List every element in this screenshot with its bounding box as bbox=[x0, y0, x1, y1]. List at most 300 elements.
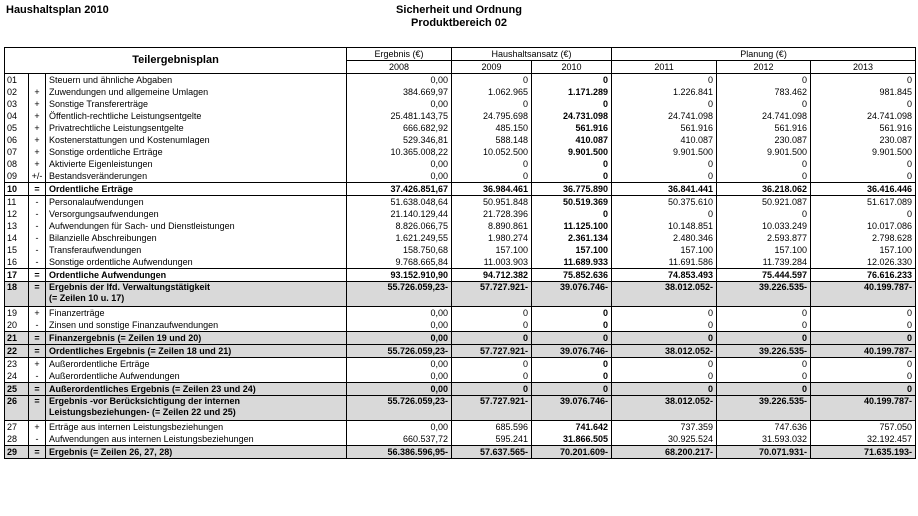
value-cell: 0 bbox=[452, 74, 532, 87]
row-number: 06 bbox=[5, 134, 29, 146]
row-sign: = bbox=[29, 183, 46, 196]
row-sign: = bbox=[29, 396, 46, 421]
value-cell: 9.901.500 bbox=[532, 146, 612, 158]
row-label-text: Ordentliche Erträge bbox=[49, 183, 134, 194]
row-number: 11 bbox=[5, 196, 29, 209]
value-cell: 36.218.062 bbox=[717, 183, 811, 196]
value-cell: 0 bbox=[612, 383, 717, 396]
row-label-text: Ergebnis der lfd. Verwaltungstätigkeit bbox=[49, 282, 211, 292]
value-cell: 157.100 bbox=[612, 244, 717, 256]
value-cell: 55.726.059,23- bbox=[347, 345, 452, 358]
table-row bbox=[5, 110, 916, 122]
row-label bbox=[46, 86, 347, 98]
value-cell: 12.026.330 bbox=[811, 256, 916, 269]
value-cell: 0 bbox=[612, 170, 717, 183]
year-header: 2010 bbox=[532, 61, 612, 74]
row-label bbox=[46, 282, 347, 307]
value-cell: 1.226.841 bbox=[612, 86, 717, 98]
value-cell: 0 bbox=[532, 158, 612, 170]
value-cell: 0 bbox=[717, 74, 811, 87]
row-label-text: Ordentliche Aufwendungen bbox=[49, 269, 167, 280]
table-row bbox=[5, 446, 916, 459]
table-row bbox=[5, 345, 916, 358]
value-cell: 57.637.565- bbox=[452, 446, 532, 459]
row-number: 23 bbox=[5, 358, 29, 371]
row-number: 10 bbox=[5, 183, 29, 196]
row-number: 27 bbox=[5, 421, 29, 434]
table-row bbox=[5, 358, 916, 371]
value-cell: 783.462 bbox=[717, 86, 811, 98]
value-cell: 9.901.500 bbox=[612, 146, 717, 158]
value-cell: 0 bbox=[452, 158, 532, 170]
value-cell: 11.125.100 bbox=[532, 220, 612, 232]
row-label bbox=[46, 183, 347, 196]
row-number: 14 bbox=[5, 232, 29, 244]
value-cell: 0 bbox=[532, 307, 612, 320]
value-cell: 561.916 bbox=[717, 122, 811, 134]
value-cell: 9.768.665,84 bbox=[347, 256, 452, 269]
table-row bbox=[5, 98, 916, 110]
row-label bbox=[46, 122, 347, 134]
value-cell: 75.444.597 bbox=[717, 269, 811, 282]
row-sign: - bbox=[29, 244, 46, 256]
value-cell: 0,00 bbox=[347, 98, 452, 110]
row-number: 19 bbox=[5, 307, 29, 320]
value-cell: 0 bbox=[717, 158, 811, 170]
value-cell: 666.682,92 bbox=[347, 122, 452, 134]
value-cell: 0 bbox=[452, 383, 532, 396]
row-sign: + bbox=[29, 358, 46, 371]
row-label bbox=[46, 332, 347, 345]
row-label-text: Bestandsveränderungen bbox=[49, 170, 148, 181]
value-cell: 75.852.636 bbox=[532, 269, 612, 282]
table-row bbox=[5, 170, 916, 183]
table-row bbox=[5, 282, 916, 307]
value-cell: 0 bbox=[811, 332, 916, 345]
value-cell: 10.033.249 bbox=[717, 220, 811, 232]
row-label bbox=[46, 98, 347, 110]
table-row bbox=[5, 86, 916, 98]
value-cell: 485.150 bbox=[452, 122, 532, 134]
row-label-text: Zuwendungen und allgemeine Umlagen bbox=[49, 86, 209, 97]
value-cell: 981.845 bbox=[811, 86, 916, 98]
table-row bbox=[5, 383, 916, 396]
value-cell: 0 bbox=[612, 307, 717, 320]
value-cell: 0 bbox=[717, 383, 811, 396]
row-label-text: Erträge aus internen Leistungsbeziehungen bbox=[49, 421, 224, 432]
value-cell: 39.226.535- bbox=[717, 345, 811, 358]
table-row bbox=[5, 319, 916, 332]
value-cell: 8.890.861 bbox=[452, 220, 532, 232]
value-cell: 0,00 bbox=[347, 170, 452, 183]
table-row bbox=[5, 196, 916, 209]
value-cell: 93.152.910,90 bbox=[347, 269, 452, 282]
row-label-text: Sonstige ordentliche Aufwendungen bbox=[49, 256, 193, 267]
value-cell: 0 bbox=[612, 98, 717, 110]
value-cell: 0 bbox=[811, 74, 916, 87]
row-label-text: Finanzerträge bbox=[49, 307, 105, 318]
value-cell: 0 bbox=[612, 208, 717, 220]
value-cell: 0 bbox=[811, 170, 916, 183]
value-cell: 1.621.249,55 bbox=[347, 232, 452, 244]
value-cell: 0 bbox=[612, 74, 717, 87]
value-cell: 0 bbox=[717, 319, 811, 332]
value-cell: 50.519.369 bbox=[532, 196, 612, 209]
row-number: 05 bbox=[5, 122, 29, 134]
table-title: Teilergebnisplan bbox=[5, 48, 347, 74]
value-cell: 0 bbox=[532, 319, 612, 332]
row-number: 09 bbox=[5, 170, 29, 183]
row-label-text: Öffentlich-rechtliche Leistungsentgelte bbox=[49, 110, 202, 121]
value-cell: 39.076.746- bbox=[532, 282, 612, 307]
value-cell: 0 bbox=[612, 332, 717, 345]
row-label-text: Steuern und ähnliche Abgaben bbox=[49, 74, 173, 85]
table-row bbox=[5, 421, 916, 434]
value-cell: 24.741.098 bbox=[612, 110, 717, 122]
value-cell: 51.617.089 bbox=[811, 196, 916, 209]
row-label-text: Ergebnis -vor Berücksichtigung der internen bbox=[49, 396, 241, 406]
value-cell: 157.100 bbox=[532, 244, 612, 256]
document-title: Haushaltsplan 2010 bbox=[6, 4, 109, 16]
row-label bbox=[46, 170, 347, 183]
value-cell: 2.480.346 bbox=[612, 232, 717, 244]
value-cell: 31.593.032 bbox=[717, 433, 811, 446]
row-label-text: Bilanzielle Abschreibungen bbox=[49, 232, 157, 243]
value-cell: 0 bbox=[452, 332, 532, 345]
table-row bbox=[5, 146, 916, 158]
year-header: 2013 bbox=[811, 61, 916, 74]
value-cell: 529.346,81 bbox=[347, 134, 452, 146]
value-cell: 50.921.087 bbox=[717, 196, 811, 209]
value-cell: 588.148 bbox=[452, 134, 532, 146]
row-number: 25 bbox=[5, 383, 29, 396]
table-row bbox=[5, 244, 916, 256]
row-label bbox=[46, 396, 347, 421]
row-sign: = bbox=[29, 332, 46, 345]
row-label-text: Aufwendungen aus internen Leistungsbeziehungen bbox=[49, 433, 254, 444]
value-cell: 2.361.134 bbox=[532, 232, 612, 244]
table-row bbox=[5, 232, 916, 244]
value-cell: 10.365.008,22 bbox=[347, 146, 452, 158]
section-title: Sicherheit und Ordnung bbox=[396, 4, 522, 16]
value-cell: 0 bbox=[811, 158, 916, 170]
value-cell: 0 bbox=[532, 74, 612, 87]
value-cell: 39.076.746- bbox=[532, 345, 612, 358]
value-cell: 230.087 bbox=[717, 134, 811, 146]
value-cell: 25.481.143,75 bbox=[347, 110, 452, 122]
row-sign: - bbox=[29, 208, 46, 220]
value-cell: 1.980.274 bbox=[452, 232, 532, 244]
section-heading bbox=[0, 4, 918, 30]
value-cell: 561.916 bbox=[612, 122, 717, 134]
row-sign bbox=[29, 74, 46, 87]
value-cell: 11.691.586 bbox=[612, 256, 717, 269]
row-label bbox=[46, 110, 347, 122]
row-sign: + bbox=[29, 86, 46, 98]
row-label-text: Außerordentliche Aufwendungen bbox=[49, 370, 180, 381]
value-cell: 410.087 bbox=[612, 134, 717, 146]
value-cell: 0 bbox=[612, 158, 717, 170]
row-label bbox=[46, 358, 347, 371]
table-row bbox=[5, 433, 916, 446]
value-cell: 0 bbox=[717, 358, 811, 371]
value-cell: 0 bbox=[612, 319, 717, 332]
value-cell: 384.669,97 bbox=[347, 86, 452, 98]
value-cell: 39.076.746- bbox=[532, 396, 612, 421]
value-cell: 50.375.610 bbox=[612, 196, 717, 209]
row-label bbox=[46, 269, 347, 282]
row-sign: + bbox=[29, 158, 46, 170]
row-number: 08 bbox=[5, 158, 29, 170]
value-cell: 57.727.921- bbox=[452, 396, 532, 421]
value-cell: 1.171.289 bbox=[532, 86, 612, 98]
value-cell: 38.012.052- bbox=[612, 345, 717, 358]
value-cell: 0 bbox=[452, 319, 532, 332]
year-header: 2011 bbox=[612, 61, 717, 74]
value-cell: 0 bbox=[717, 170, 811, 183]
year-header: 2012 bbox=[717, 61, 811, 74]
row-label-text: Ordentliches Ergebnis (= Zeilen 18 und 21) bbox=[49, 345, 232, 356]
row-label bbox=[46, 433, 347, 446]
value-cell: 39.226.535- bbox=[717, 282, 811, 307]
row-sign: - bbox=[29, 220, 46, 232]
teilergebnisplan-table bbox=[4, 47, 916, 459]
table-row bbox=[5, 256, 916, 269]
value-cell: 0 bbox=[717, 98, 811, 110]
value-cell: 1.062.965 bbox=[452, 86, 532, 98]
value-cell: 70.201.609- bbox=[532, 446, 612, 459]
value-cell: 158.750,68 bbox=[347, 244, 452, 256]
row-label bbox=[46, 345, 347, 358]
value-cell: 9.901.500 bbox=[717, 146, 811, 158]
row-sign: + bbox=[29, 421, 46, 434]
row-label bbox=[46, 446, 347, 459]
value-cell: 410.087 bbox=[532, 134, 612, 146]
value-cell: 8.826.066,75 bbox=[347, 220, 452, 232]
value-cell: 0 bbox=[717, 208, 811, 220]
value-cell: 0 bbox=[811, 307, 916, 320]
value-cell: 561.916 bbox=[811, 122, 916, 134]
value-cell: 36.775.890 bbox=[532, 183, 612, 196]
row-number: 07 bbox=[5, 146, 29, 158]
row-label bbox=[46, 208, 347, 220]
value-cell: 0 bbox=[811, 370, 916, 383]
table-row bbox=[5, 134, 916, 146]
value-cell: 0,00 bbox=[347, 319, 452, 332]
row-label bbox=[46, 158, 347, 170]
row-label-text: Sonstige Transfererträge bbox=[49, 98, 149, 109]
row-number: 24 bbox=[5, 370, 29, 383]
value-cell: 40.199.787- bbox=[811, 345, 916, 358]
value-cell: 24.731.098 bbox=[532, 110, 612, 122]
value-cell: 0 bbox=[612, 358, 717, 371]
value-cell: 36.416.446 bbox=[811, 183, 916, 196]
value-cell: 0,00 bbox=[347, 358, 452, 371]
value-cell: 0 bbox=[452, 358, 532, 371]
row-number: 12 bbox=[5, 208, 29, 220]
row-sign: +/- bbox=[29, 170, 46, 183]
value-cell: 36.841.441 bbox=[612, 183, 717, 196]
value-cell: 2.798.628 bbox=[811, 232, 916, 244]
year-header: 2008 bbox=[347, 61, 452, 74]
value-cell: 10.017.086 bbox=[811, 220, 916, 232]
value-cell: 68.200.217- bbox=[612, 446, 717, 459]
row-sign: - bbox=[29, 433, 46, 446]
value-cell: 21.728.396 bbox=[452, 208, 532, 220]
row-sign: - bbox=[29, 196, 46, 209]
value-cell: 70.071.931- bbox=[717, 446, 811, 459]
row-label-text: Transferaufwendungen bbox=[49, 244, 142, 255]
value-cell: 55.726.059,23- bbox=[347, 396, 452, 421]
value-cell: 57.727.921- bbox=[452, 282, 532, 307]
value-cell: 74.853.493 bbox=[612, 269, 717, 282]
value-cell: 157.100 bbox=[811, 244, 916, 256]
value-cell: 747.636 bbox=[717, 421, 811, 434]
row-label bbox=[46, 220, 347, 232]
value-cell: 10.148.851 bbox=[612, 220, 717, 232]
row-number: 15 bbox=[5, 244, 29, 256]
row-number: 26 bbox=[5, 396, 29, 421]
value-cell: 0,00 bbox=[347, 383, 452, 396]
value-cell: 94.712.382 bbox=[452, 269, 532, 282]
row-label-text-continued: Leistungsbeziehungen- (= Zeilen 22 und 25) bbox=[49, 407, 236, 417]
value-cell: 11.739.284 bbox=[717, 256, 811, 269]
value-cell: 0 bbox=[811, 383, 916, 396]
row-sign: - bbox=[29, 319, 46, 332]
row-sign: - bbox=[29, 232, 46, 244]
row-sign: = bbox=[29, 269, 46, 282]
row-sign: + bbox=[29, 98, 46, 110]
page-header bbox=[0, 0, 918, 42]
value-cell: 0,00 bbox=[347, 421, 452, 434]
value-cell: 0 bbox=[717, 307, 811, 320]
row-number: 22 bbox=[5, 345, 29, 358]
value-cell: 0 bbox=[532, 208, 612, 220]
row-label bbox=[46, 370, 347, 383]
year-header: 2009 bbox=[452, 61, 532, 74]
value-cell: 50.951.848 bbox=[452, 196, 532, 209]
value-cell: 0,00 bbox=[347, 307, 452, 320]
value-cell: 157.100 bbox=[717, 244, 811, 256]
row-label-text-continued: (= Zeilen 10 u. 17) bbox=[49, 293, 125, 303]
value-cell: 0 bbox=[452, 170, 532, 183]
row-label bbox=[46, 146, 347, 158]
value-cell: 51.638.048,64 bbox=[347, 196, 452, 209]
table-row bbox=[5, 74, 916, 87]
row-number: 16 bbox=[5, 256, 29, 269]
value-cell: 31.866.505 bbox=[532, 433, 612, 446]
row-number: 20 bbox=[5, 319, 29, 332]
row-number: 01 bbox=[5, 74, 29, 87]
table-row bbox=[5, 220, 916, 232]
value-cell: 32.192.457 bbox=[811, 433, 916, 446]
row-label-text: Privatrechtliche Leistungsentgelte bbox=[49, 122, 184, 133]
value-cell: 11.003.903 bbox=[452, 256, 532, 269]
row-label-text: Personalaufwendungen bbox=[49, 196, 144, 207]
group-header-ansatz: Haushaltsansatz (€) bbox=[452, 48, 612, 61]
value-cell: 0 bbox=[452, 307, 532, 320]
value-cell: 0 bbox=[532, 358, 612, 371]
value-cell: 57.727.921- bbox=[452, 345, 532, 358]
row-sign: + bbox=[29, 146, 46, 158]
value-cell: 685.596 bbox=[452, 421, 532, 434]
section-subtitle: Produktbereich 02 bbox=[411, 17, 507, 29]
row-number: 18 bbox=[5, 282, 29, 307]
value-cell: 0 bbox=[452, 98, 532, 110]
value-cell: 0 bbox=[717, 370, 811, 383]
value-cell: 0,00 bbox=[347, 158, 452, 170]
row-label bbox=[46, 307, 347, 320]
value-cell: 39.226.535- bbox=[717, 396, 811, 421]
group-header-planung: Planung (€) bbox=[612, 48, 916, 61]
value-cell: 24.741.098 bbox=[717, 110, 811, 122]
value-cell: 0 bbox=[452, 370, 532, 383]
table-row bbox=[5, 122, 916, 134]
row-label-text: Zinsen und sonstige Finanzaufwendungen bbox=[49, 319, 219, 330]
row-number: 28 bbox=[5, 433, 29, 446]
value-cell: 11.689.933 bbox=[532, 256, 612, 269]
value-cell: 0 bbox=[532, 170, 612, 183]
value-cell: 2.593.877 bbox=[717, 232, 811, 244]
value-cell: 0,00 bbox=[347, 332, 452, 345]
table-row bbox=[5, 370, 916, 383]
row-sign: + bbox=[29, 134, 46, 146]
row-label-text: Ergebnis (= Zeilen 26, 27, 28) bbox=[49, 446, 173, 457]
row-label bbox=[46, 383, 347, 396]
value-cell: 37.426.851,67 bbox=[347, 183, 452, 196]
value-cell: 157.100 bbox=[452, 244, 532, 256]
value-cell: 0 bbox=[811, 208, 916, 220]
table-body bbox=[5, 74, 916, 459]
value-cell: 56.386.596,95- bbox=[347, 446, 452, 459]
row-sign: + bbox=[29, 307, 46, 320]
row-label bbox=[46, 134, 347, 146]
value-cell: 38.012.052- bbox=[612, 396, 717, 421]
value-cell: 0 bbox=[811, 358, 916, 371]
row-label bbox=[46, 256, 347, 269]
row-number: 02 bbox=[5, 86, 29, 98]
row-sign: = bbox=[29, 282, 46, 307]
row-label-text: Aufwendungen für Sach- und Dienstleistungen bbox=[49, 220, 235, 231]
value-cell: 21.140.129,44 bbox=[347, 208, 452, 220]
row-label-text: Sonstige ordentliche Erträge bbox=[49, 146, 163, 157]
row-label-text: Versorgungsaufwendungen bbox=[49, 208, 159, 219]
value-cell: 38.012.052- bbox=[612, 282, 717, 307]
value-cell: 741.642 bbox=[532, 421, 612, 434]
value-cell: 230.087 bbox=[811, 134, 916, 146]
row-label bbox=[46, 196, 347, 209]
value-cell: 24.795.698 bbox=[452, 110, 532, 122]
value-cell: 0,00 bbox=[347, 74, 452, 87]
row-label bbox=[46, 319, 347, 332]
row-label bbox=[46, 74, 347, 87]
row-sign: = bbox=[29, 446, 46, 459]
row-number: 17 bbox=[5, 269, 29, 282]
value-cell: 24.741.098 bbox=[811, 110, 916, 122]
value-cell: 660.537,72 bbox=[347, 433, 452, 446]
table-row bbox=[5, 332, 916, 345]
row-number: 29 bbox=[5, 446, 29, 459]
value-cell: 9.901.500 bbox=[811, 146, 916, 158]
value-cell: 55.726.059,23- bbox=[347, 282, 452, 307]
value-cell: 0 bbox=[717, 332, 811, 345]
value-cell: 561.916 bbox=[532, 122, 612, 134]
row-number: 21 bbox=[5, 332, 29, 345]
row-label bbox=[46, 421, 347, 434]
row-sign: - bbox=[29, 370, 46, 383]
row-label-text: Aktivierte Eigenleistungen bbox=[49, 158, 153, 169]
row-sign: = bbox=[29, 383, 46, 396]
